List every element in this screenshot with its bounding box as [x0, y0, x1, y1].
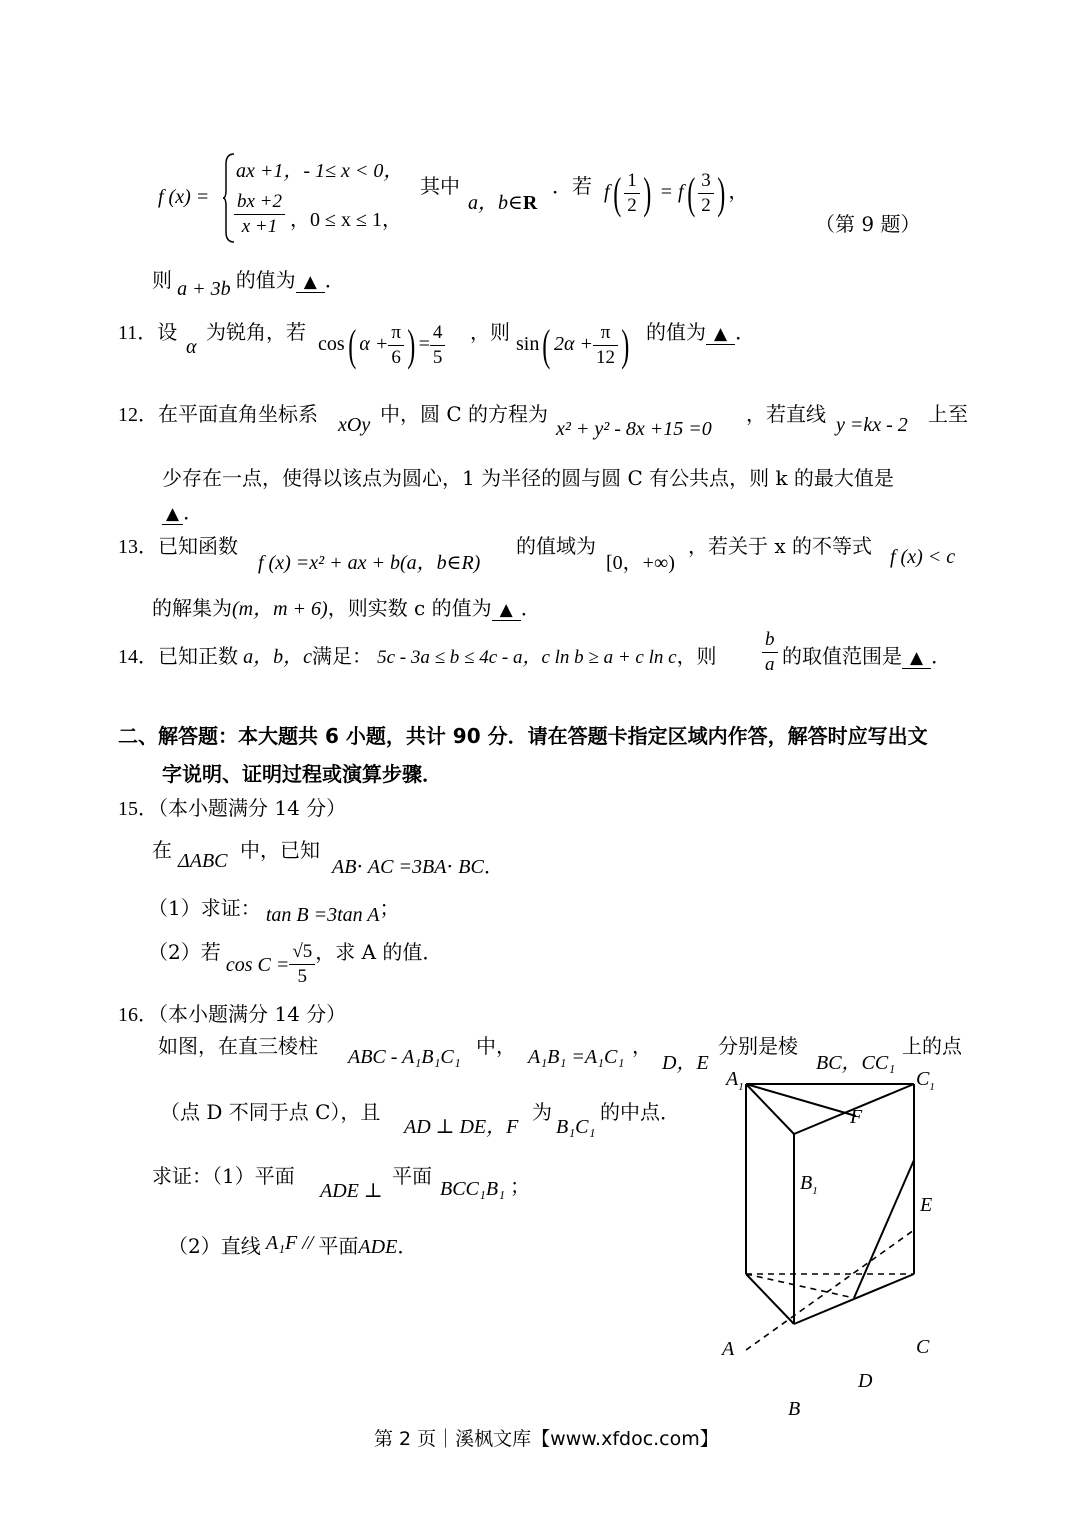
q10-valueof: 的值为	[235, 268, 296, 292]
auxiliary-dashed-line	[746, 1230, 914, 1350]
q13-text1: 已知函数	[158, 534, 238, 558]
edge-bc	[794, 1274, 914, 1324]
q13-interval: (m，m + 6)	[232, 598, 328, 620]
label-b1-letter: B	[800, 1172, 813, 1194]
q15-part2	[148, 930, 443, 987]
label-c1-sub: 1	[929, 1081, 935, 1093]
q11-alpha: α	[186, 336, 197, 358]
q11-pi6-num: π	[388, 321, 404, 346]
q11-sin-expr: sin( 2α + $\frac{\pi}{12}$ )	[516, 321, 630, 370]
q12-text4: 上至	[928, 402, 968, 426]
q10-comma: ，	[728, 179, 749, 203]
q16-comma: ，	[632, 1034, 652, 1058]
q10-eq: = f	[659, 181, 684, 203]
q16-text4: 上的点	[902, 1034, 962, 1058]
q13-number: 13．	[118, 536, 158, 558]
q16-line2c: 的中点．	[600, 1100, 680, 1124]
q11-answer-blank: ▲	[706, 324, 735, 345]
q12-text2: 中，圆 C 的方程为	[380, 402, 549, 426]
q11-v-den: 5	[432, 347, 443, 368]
q13	[118, 530, 238, 559]
q11-dot: ．	[735, 320, 756, 344]
q14-text4: 的取值范围是	[782, 644, 902, 668]
q16-p2b: A₁F //	[265, 1232, 314, 1254]
q14-dot: ．	[931, 644, 952, 668]
q15-p2-cos: cos C =	[225, 954, 290, 976]
q12-line2: 少存在一点，使得以该点为圆心，1 为半径的圆与圆 C 有公共点，则 k 的最大值是	[162, 466, 894, 490]
q16-line2b: 为	[532, 1100, 552, 1124]
q16-p2d: ADE	[358, 1236, 398, 1258]
q10-case2-tail: ，0 ≤ x ≤ 1，	[290, 209, 402, 231]
q11-arg1: α +	[359, 333, 389, 355]
q15-text1: 在	[152, 838, 172, 862]
q14-text3: ，则	[676, 644, 717, 668]
q10-case1: ax +1，- 1≤ x < 0，	[236, 160, 404, 182]
q15-cond: AB⋅ AC =3BA⋅ BC	[332, 856, 484, 878]
q10-expr: a + 3b	[177, 278, 231, 300]
q11-number: 11．	[118, 322, 158, 344]
q12	[118, 398, 318, 427]
q16-part2	[168, 1230, 417, 1259]
q10-half-num: 1	[624, 169, 640, 194]
q15-header	[118, 792, 346, 821]
q15-p1-expr: tan B =3tan A	[265, 904, 380, 926]
q16-cond-line	[528, 1046, 624, 1069]
q10-case2-den: x +1	[241, 216, 278, 237]
section2-heading-line2: 字说明、证明过程或演算步骤．	[162, 762, 442, 786]
q15-p2-num: √5	[289, 940, 315, 965]
label-c: C	[916, 1336, 930, 1358]
q16-edges: BC，CC₁	[816, 1052, 896, 1074]
q10-condition: f( $\frac{1}{2}$ ) = f( $\frac{3}{2}$ ) ，	[604, 169, 749, 218]
q15-score: （本小题满分 14 分）	[158, 796, 347, 820]
q16-p1b: 平面	[392, 1164, 432, 1188]
q13-ineq: f (x) < c	[890, 546, 956, 568]
edge-ab	[746, 1274, 794, 1324]
q15-tri: ΔABC	[178, 850, 228, 872]
q11-sin: sin	[516, 333, 540, 355]
q16-p1c: BCC₁B₁	[440, 1178, 506, 1200]
label-b1-sub: 1	[812, 1185, 818, 1197]
q13-range: [0，+∞)	[606, 552, 675, 574]
q11-text2: 为锐角，若	[206, 320, 306, 344]
q14-tail	[782, 640, 951, 669]
q14-answer-blank: ▲	[902, 648, 931, 669]
q11-pi12-num: π	[593, 321, 618, 346]
q15-p1-label: （1）求证：	[148, 896, 261, 920]
q16-text3: 分别是棱	[718, 1034, 798, 1058]
label-d: D	[858, 1370, 873, 1392]
q10-dot: ．	[324, 268, 345, 292]
q11-tail	[646, 316, 755, 345]
q14-cond: 5c - 3a ≤ b ≤ 4c - a，c ln b ≥ a + c ln c	[377, 647, 677, 668]
q16-p2end: ．	[397, 1234, 418, 1258]
q10-ab-text: a，b∈	[468, 192, 523, 214]
label-c1	[916, 1068, 935, 1093]
section2-heading-line1: 二、解答题：本大题共 6 小题，共计 90 分．请在答题卡指定区域内作答，解答时应写出文	[118, 724, 928, 748]
q13-line2	[152, 592, 541, 621]
q15-dot: ．	[483, 854, 504, 878]
label-c1-letter: C	[916, 1068, 930, 1090]
q15-p1-end: ；	[379, 896, 400, 920]
q10-answer-blank: ▲	[296, 272, 325, 293]
q15-p2-end: ，求 A 的值．	[315, 940, 443, 964]
q13-answer-blank: ▲	[492, 600, 521, 621]
q14-text1: 已知正数	[158, 644, 238, 668]
q15-p2-den: 5	[297, 966, 308, 987]
q14	[118, 640, 717, 669]
q12-number: 12．	[118, 404, 158, 426]
q11-text4: 的值为	[646, 320, 706, 344]
q14-vars: a，b，c	[243, 646, 312, 668]
q14-text2: 满足：	[311, 644, 372, 668]
q16-b1c1: B₁C₁	[556, 1116, 596, 1138]
q10-tq-den: 2	[701, 195, 711, 216]
q11-v-num: 4	[430, 321, 446, 346]
q12-line: y =kx - 2	[836, 414, 908, 436]
q16-line2a: （点 D 不同于点 C），且	[160, 1100, 381, 1124]
q12-xoy: xOy	[338, 414, 371, 436]
q16-p1a: ADE ⊥	[320, 1180, 383, 1202]
q10-R: R	[522, 192, 538, 214]
label-a1	[726, 1068, 744, 1093]
q15-part1	[148, 892, 400, 926]
q10-where: 其中	[420, 174, 460, 198]
q10-lhs: f (x) =	[158, 186, 210, 208]
label-a: A	[722, 1338, 735, 1360]
q11-pi6-den: 6	[391, 347, 401, 368]
q11	[118, 316, 177, 345]
q11-eq: =	[418, 333, 430, 355]
q11-cos-expr: cos( α + $\frac{\pi}{6}$ ) = $\frac{4}{5}$	[318, 320, 445, 371]
q16-de: D，E	[662, 1052, 709, 1074]
q16-text2: 中，	[476, 1034, 516, 1058]
q16-p1end: ；	[510, 1174, 530, 1198]
q16-perp: AD ⊥ DE，F	[404, 1116, 519, 1138]
q11-text3: ，则	[470, 320, 510, 344]
q16-cond: A₁B₁ =A₁C₁	[528, 1046, 625, 1068]
q13-text2: 的值域为	[516, 534, 596, 558]
q12-answer-blank: ▲	[162, 504, 183, 525]
q10-figref: （第 9 题）	[815, 212, 921, 236]
page-footer: 第 2 页｜溪枫文库【www.xfdoc.com】	[374, 1428, 719, 1450]
q16-header	[118, 998, 346, 1027]
q10-then-line	[152, 264, 345, 300]
q12-eq: x² + y² - 8x +15 =0	[556, 418, 712, 440]
q16-number: 16．	[118, 1004, 158, 1026]
q14-number: 14．	[118, 646, 158, 668]
label-a1-sub: 1	[738, 1081, 744, 1093]
q13-func: f (x) =x² + ax + b(a，b∈R)	[258, 552, 481, 574]
q12-text1: 在平面直角坐标系	[158, 402, 318, 426]
q12-blank-line	[162, 496, 203, 525]
q10-tq-num: 3	[698, 169, 714, 194]
q12-text3: ，若直线	[746, 402, 826, 426]
q11-text1: 设	[157, 320, 178, 344]
q16-p2a: （2）直线	[168, 1234, 261, 1258]
q16-prism: ABC - A₁B₁C₁	[348, 1046, 461, 1068]
q10-half-den: 2	[627, 195, 637, 216]
q16-score: （本小题满分 14 分）	[158, 1002, 347, 1026]
q13-dot: ．	[520, 596, 541, 620]
q14-frac	[762, 628, 778, 677]
label-f: F	[850, 1106, 863, 1128]
q15-cond-line	[332, 850, 504, 879]
label-b1	[800, 1172, 818, 1197]
q11-arg2: 2α +	[554, 333, 593, 355]
q12-dot: ．	[183, 500, 204, 524]
label-e: E	[920, 1194, 933, 1216]
q10-ruo: ．若	[552, 174, 592, 198]
q15-number: 15．	[118, 798, 158, 820]
label-a1-letter: A	[726, 1068, 739, 1090]
q15-text2: 中，已知	[240, 838, 320, 862]
q10-f1: f	[604, 181, 610, 203]
label-b: B	[788, 1398, 801, 1420]
segment-ad-hidden	[746, 1274, 854, 1298]
q10-ab	[468, 186, 537, 215]
q14-frac-num: b	[762, 628, 778, 653]
q13-text3: ，若关于 x 的不等式	[688, 534, 872, 558]
prism-figure	[700, 1060, 980, 1380]
q13-line2a: 的解集为	[152, 596, 232, 620]
q16-p2c: 平面	[318, 1234, 359, 1258]
q15-p2-label: （2）若	[148, 940, 221, 964]
q16-text1: 如图，在直三棱柱	[158, 1034, 318, 1058]
q11-pi12-den: 12	[596, 347, 615, 368]
q16-prove: 求证：（1）平面	[152, 1164, 295, 1188]
q14-frac-den: a	[765, 654, 775, 675]
q10-case2-frac	[234, 190, 285, 239]
q10-case2-num: bx +2	[234, 190, 285, 215]
q11-cos: cos	[318, 333, 345, 355]
q13-line2b: ，则实数 c 的值为	[327, 596, 492, 620]
q10-then: 则	[152, 268, 172, 292]
